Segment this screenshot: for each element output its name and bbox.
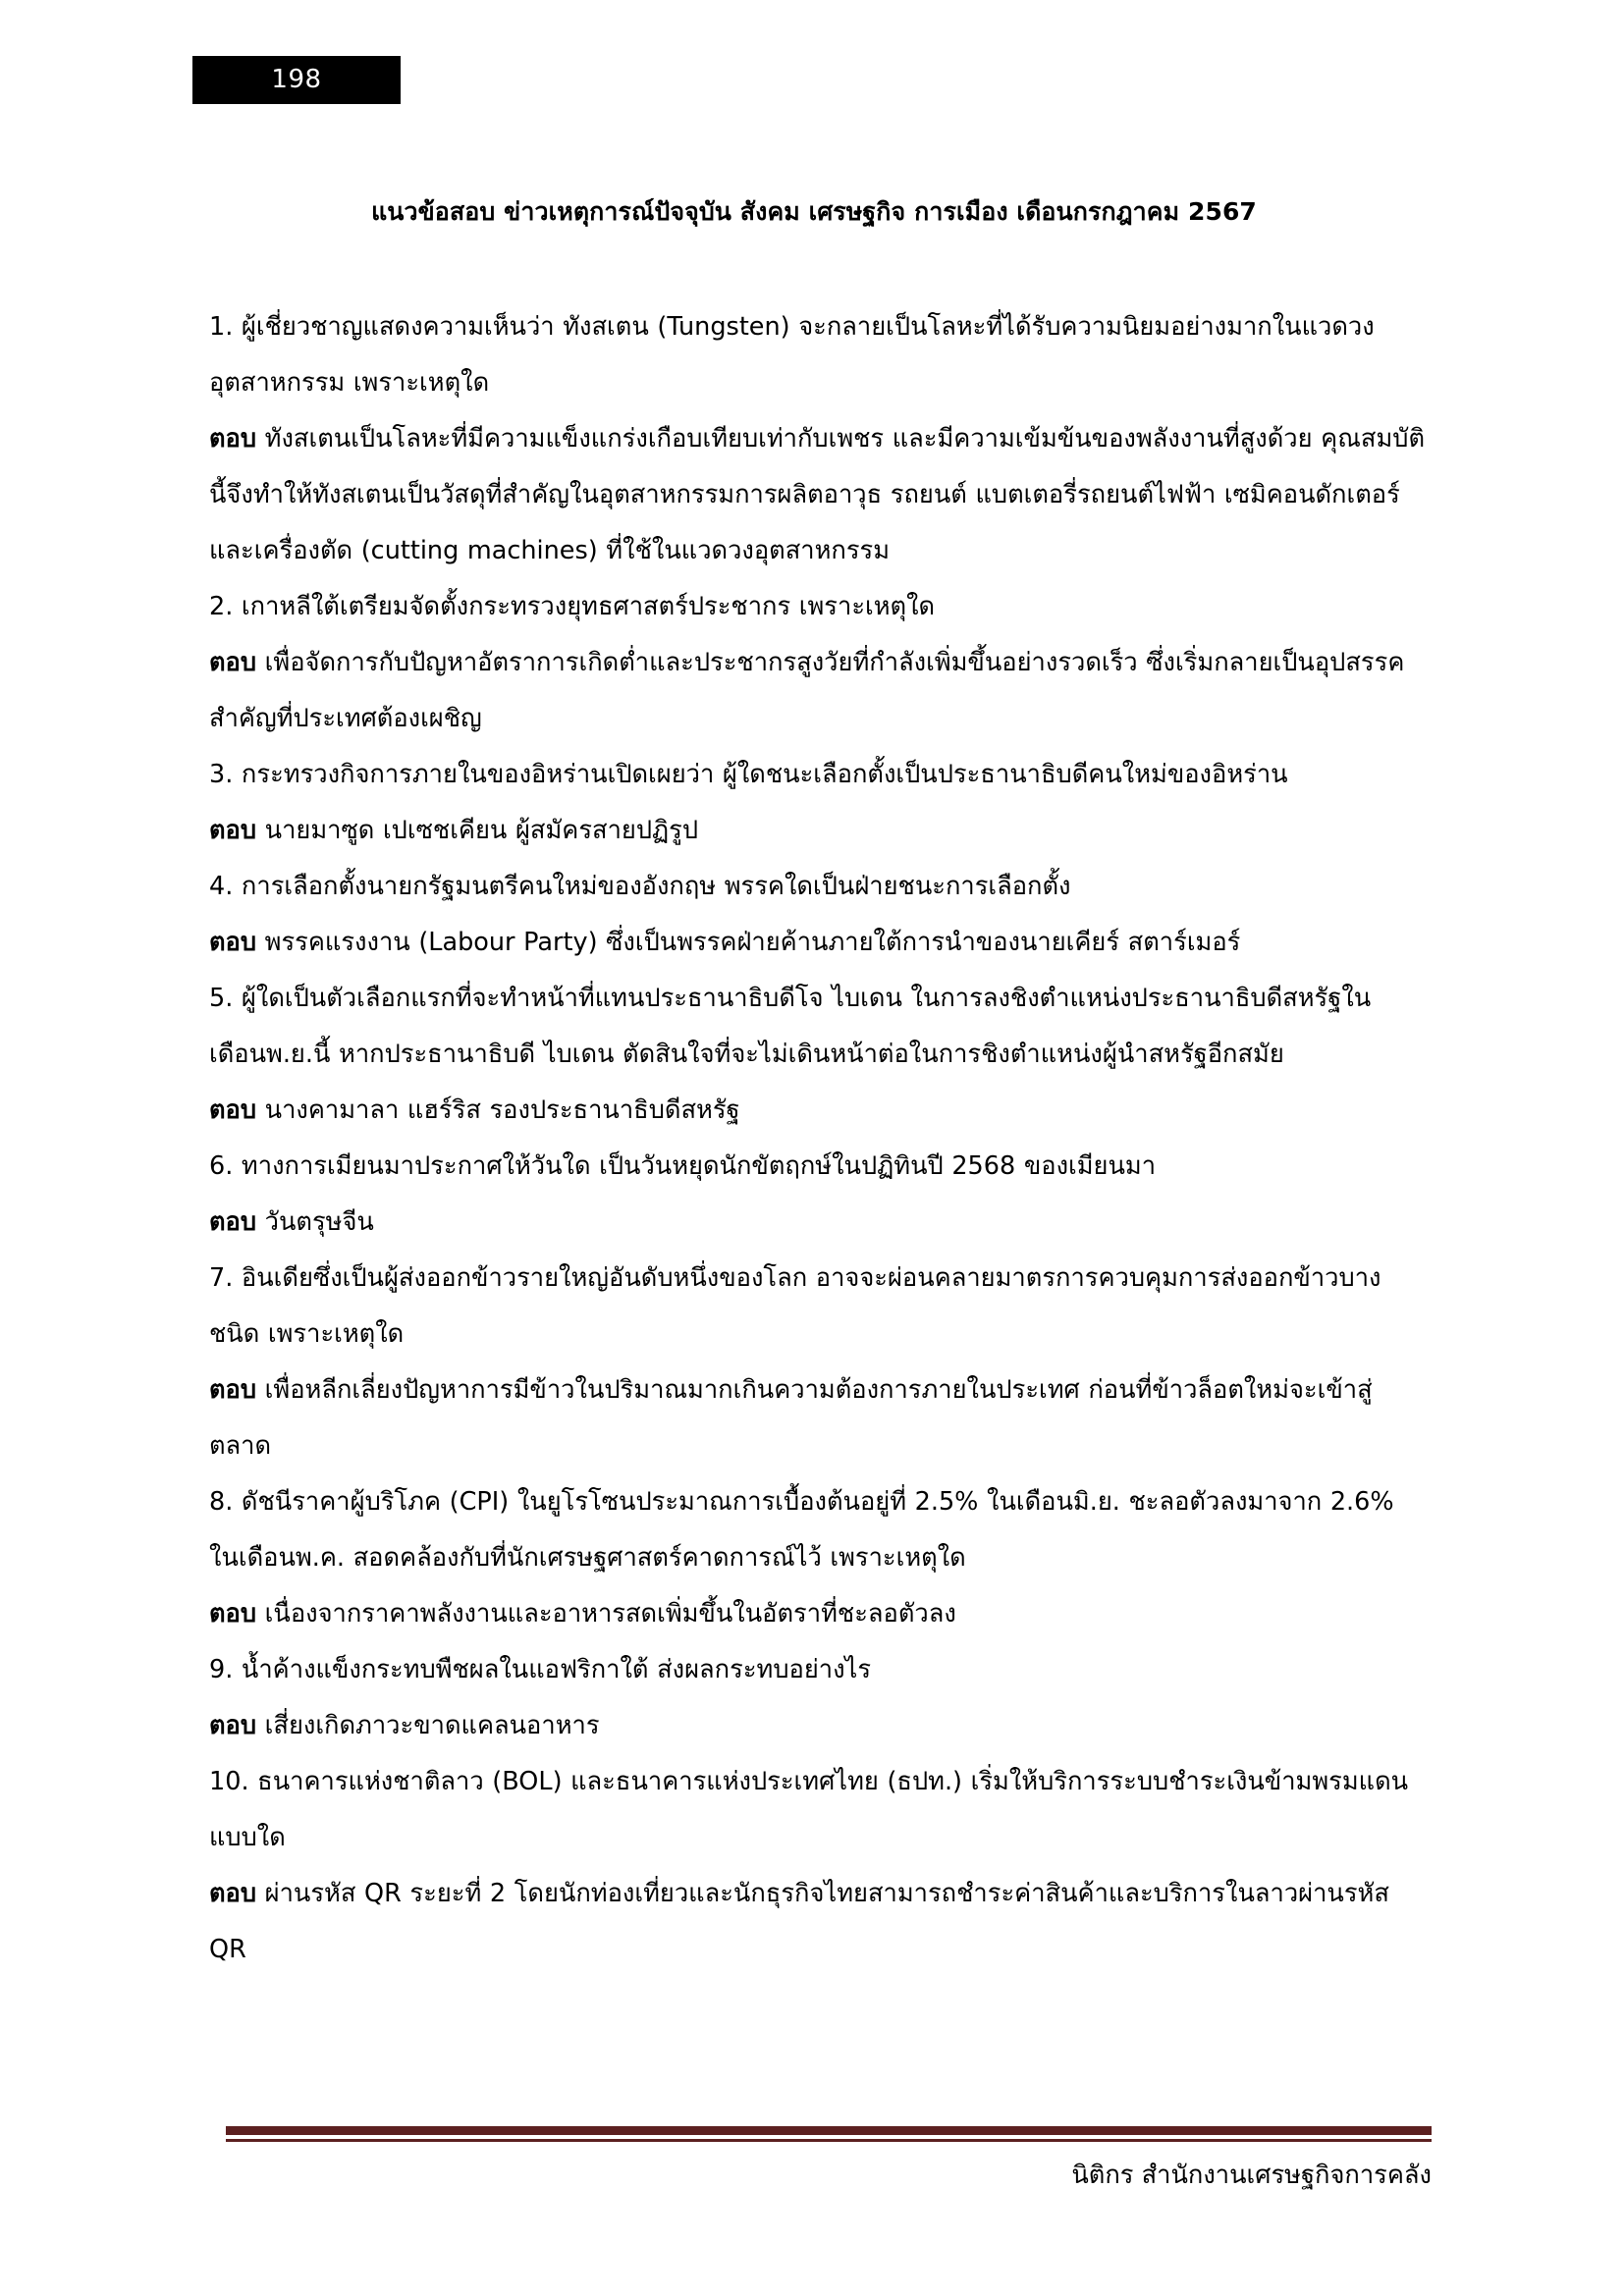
answer-label: ตอบ bbox=[209, 1711, 257, 1740]
answer-text: เพื่อจัดการกับปัญหาอัตราการเกิดต่ำและประชากรสูงวัยที่กำลังเพิ่มขึ้นอย่างรวดเร็ว ซึ่งเริ่มกลายเป็นอุปสรรคสำคัญที่ประเทศต้องเผชิญ bbox=[209, 648, 1405, 733]
answer-text: นายมาซูด เปเซชเคียน ผู้สมัครสายปฏิรูป bbox=[256, 816, 699, 845]
answer-label: ตอบ bbox=[209, 424, 257, 454]
answer-paragraph bbox=[209, 1698, 1427, 1754]
answer-label: ตอบ bbox=[209, 1207, 257, 1237]
answer-paragraph bbox=[209, 1083, 1427, 1139]
answer-text: วันตรุษจีน bbox=[256, 1207, 374, 1237]
answer-label: ตอบ bbox=[209, 1599, 257, 1629]
question-paragraph: 7. อินเดียซึ่งเป็นผู้ส่งออกข้าวรายใหญ่อันดับหนึ่งของโลก อาจจะผ่อนคลายมาตรการควบคุมการส่งออกข้าวบางชนิด เพราะเหตุใด bbox=[209, 1263, 1381, 1349]
question-paragraph: 6. ทางการเมียนมาประกาศให้วันใด เป็นวันหยุดนักขัตฤกษ์ในปฏิทินปี 2568 ของเมียนมา bbox=[209, 1151, 1157, 1181]
answer-text: เสี่ยงเกิดภาวะขาดแคลนอาหาร bbox=[256, 1711, 600, 1740]
question-paragraph: 8. ดัชนีราคาผู้บริโภค (CPI) ในยูโรโซนประมาณการเบื้องต้นอยู่ที่ 2.5% ในเดือนมิ.ย. ชะลอตัวลงมาจาก 2.6% ในเดือนพ.ค. สอดคล้องกับที่นักเศรษฐศาสตร์คาดการณ์ไว้ เพราะเหตุใด bbox=[209, 1487, 1394, 1573]
answer-paragraph bbox=[209, 915, 1427, 971]
answer-paragraph bbox=[209, 1195, 1427, 1251]
answer-label: ตอบ bbox=[209, 816, 257, 845]
question-paragraph: 4. การเลือกตั้งนายกรัฐมนตรีคนใหม่ของอังกฤษ พรรคใดเป็นฝ่ายชนะการเลือกตั้ง bbox=[209, 872, 1071, 901]
answer-paragraph bbox=[209, 1586, 1427, 1642]
page-title: แนวข้อสอบ ข่าวเหตุการณ์ปัจจุบัน สังคม เศรษฐกิจ การเมือง เดือนกรกฎาคม 2567 bbox=[371, 197, 1257, 226]
answer-paragraph bbox=[209, 803, 1427, 859]
question-paragraph: 1. ผู้เชี่ยวชาญแสดงความเห็นว่า ทังสเตน (Tungsten) จะกลายเป็นโลหะที่ได้รับความนิยมอย่างมากในแวดวงอุตสาหกรรม เพราะเหตุใด bbox=[209, 312, 1375, 398]
page-number-banner: 198 bbox=[192, 56, 401, 104]
answer-label: ตอบ bbox=[209, 1095, 257, 1125]
answer-label: ตอบ bbox=[209, 928, 257, 957]
answer-label: ตอบ bbox=[209, 1879, 257, 1908]
answer-text: นางคามาลา แฮร์ริส รองประธานาธิบดีสหรัฐ bbox=[256, 1095, 740, 1125]
question-answer-list bbox=[209, 299, 1427, 1978]
answer-label: ตอบ bbox=[209, 648, 257, 677]
answer-text: ผ่านรหัส QR ระยะที่ 2 โดยนักท่องเที่ยวและนักธุรกิจไทยสามารถชำระค่าสินค้าและบริการในลาวผ่านรหัส QR bbox=[209, 1879, 1389, 1964]
answer-paragraph bbox=[209, 411, 1427, 579]
footer-rule-thin bbox=[226, 2139, 1432, 2142]
question-paragraph: 5. ผู้ใดเป็นตัวเลือกแรกที่จะทำหน้าที่แทนประธานาธิบดีโจ ไบเดน ในการลงชิงตำแหน่งประธานาธิบดีสหรัฐในเดือนพ.ย.นี้ หากประธานาธิบดี ไบเดน ตัดสินใจที่จะไม่เดินหน้าต่อในการชิงตำแหน่งผู้นำสหรัฐอีกสมัย bbox=[209, 984, 1372, 1069]
answer-text: เนื่องจากราคาพลังงานและอาหารสดเพิ่มขึ้นในอัตราที่ชะลอตัวลง bbox=[256, 1599, 956, 1629]
answer-text: พรรคแรงงาน (Labour Party) ซึ่งเป็นพรรคฝ่ายค้านภายใต้การนำของนายเคียร์ สตาร์เมอร์ bbox=[256, 928, 1241, 957]
footer-rule-thick bbox=[226, 2126, 1432, 2135]
answer-paragraph bbox=[209, 635, 1427, 747]
answer-paragraph bbox=[209, 1362, 1427, 1474]
answer-paragraph bbox=[209, 1866, 1427, 1978]
answer-text: ทังสเตนเป็นโลหะที่มีความแข็งแกร่งเกือบเทียบเท่ากับเพชร และมีความเข้มข้นของพลังงานที่สูงด้วย คุณสมบัตินี้จึงทำให้ทังสเตนเป็นวัสดุที่สำคัญในอุตสาหกรรมการผลิตอาวุธ รถยนต์ แบตเตอรี่รถยนต์ไฟฟ้า เซมิคอนดักเตอร์ และเครื่องตัด (cutting machines) ที่ใช้ในแวดวงอุตสาหกรรม bbox=[209, 424, 1426, 565]
footer-attribution: นิติกร สำนักงานเศรษฐกิจการคลัง bbox=[1071, 2161, 1432, 2190]
question-paragraph: 9. น้ำค้างแข็งกระทบพืชผลในแอฟริกาใต้ ส่งผลกระทบอย่างไร bbox=[209, 1655, 872, 1684]
answer-text: เพื่อหลีกเลี่ยงปัญหาการมีข้าวในปริมาณมากเกินความต้องการภายในประเทศ ก่อนที่ข้าวล็อตใหม่จะเข้าสู่ตลาด bbox=[209, 1375, 1373, 1461]
answer-label: ตอบ bbox=[209, 1375, 257, 1405]
question-paragraph: 2. เกาหลีใต้เตรียมจัดตั้งกระทรวงยุทธศาสตร์ประชากร เพราะเหตุใด bbox=[209, 592, 936, 621]
question-paragraph: 3. กระทรวงกิจการภายในของอิหร่านเปิดเผยว่า ผู้ใดชนะเลือกตั้งเป็นประธานาธิบดีคนใหม่ของอิหร่าน bbox=[209, 760, 1288, 789]
question-paragraph: 10. ธนาคารแห่งชาติลาว (BOL) และธนาคารแห่งประเทศไทย (ธปท.) เริ่มให้บริการระบบชำระเงินข้ามพรมแดนแบบใด bbox=[209, 1767, 1409, 1852]
